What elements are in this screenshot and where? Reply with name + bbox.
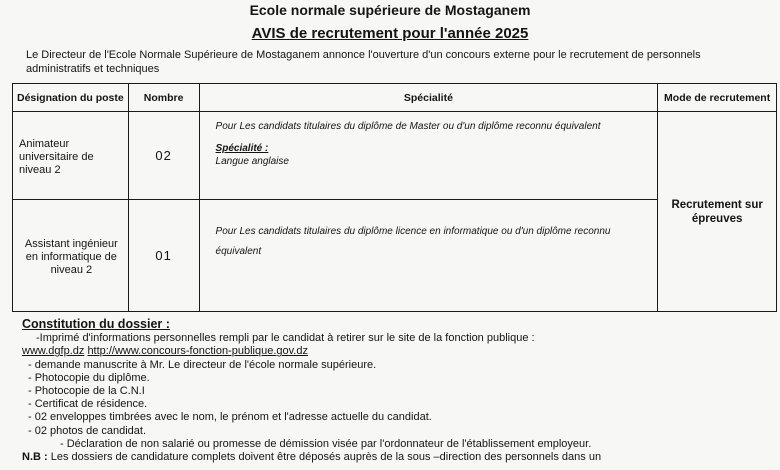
header-poste: Désignation du poste [13,84,129,112]
school-name: Ecole normale supérieure de Mostaganem [249,2,531,18]
dossier-item: -Imprimé d'informations personnelles rempli par le candidat à retirer sur le site de la fonction publique : [36,332,535,345]
table-header-row [13,84,777,112]
dossier-links [22,345,772,358]
positions-table [12,83,777,312]
dossier-item: - demande manuscrite à Mr. Le directeur de l'école normale supérieure. [28,358,377,371]
dossier-section [22,318,772,464]
dossier-item: - 02 enveloppes timbrées avec le nom, le prénom et l'adresse actuelle du candidat. [28,411,432,424]
nb-text: Les dossiers de candidature complets doivent être déposés auprès de la sous –direction des personnels dans un [50,451,602,464]
table-row [13,112,777,200]
nb-label: N.B : [22,451,48,464]
nb-note [22,451,772,464]
row1-spec-text: Pour Les candidats titulaires du diplôme de Master ou d'un diplôme reconnu équivalent [215,121,601,132]
dossier-item: - Déclaration de non salarié ou promesse de démission visée par l'ordonnateur de l'établissement employeur. [60,437,592,450]
dossier-item: - Photocopie du diplôme. [28,371,150,384]
intro-paragraph: Le Directeur de l'Ecole Normale Supérieure de Mostaganem annonce l'ouverture d'un concours externe pour le recrutement de personnels administratifs et techniques [26,49,701,75]
dossier-item: - Certificat de résidence. [28,398,148,411]
notice-title: AVIS de recrutement pour l'année 2025 [251,25,529,42]
row1-specialite [199,112,658,200]
row1-spec-label: Spécialité : [215,143,269,154]
row1-nombre: 02 [128,112,199,200]
header-nombre: Nombre [128,84,199,112]
dossier-title: Constitution du dossier : [22,317,170,331]
concours-link[interactable]: http://www.concours-fonction-publique.gov.dz [87,345,308,358]
row2-nombre: 01 [128,200,199,312]
header-specialite: Spécialité [199,84,658,112]
row2-poste: Assistant ingénieur en informatique de niveau 2 [13,200,129,312]
row2-specialite: Pour Les candidats titulaires du diplôme licence en informatique ou d'un diplôme reconnu équivalent [199,200,658,312]
mode-recrutement: Recrutement sur épreuves [658,112,777,312]
dgfp-link[interactable]: www.dgfp.dz [22,345,85,358]
dossier-item: - Photocopie de la C.N.I [28,385,145,398]
dossier-item: - 02 photos de candidat. [28,424,147,437]
row1-poste: Animateur universitaire de niveau 2 [13,112,129,200]
header-mode: Mode de recrutement [658,84,777,112]
row1-spec-value: Langue anglaise [215,156,289,167]
